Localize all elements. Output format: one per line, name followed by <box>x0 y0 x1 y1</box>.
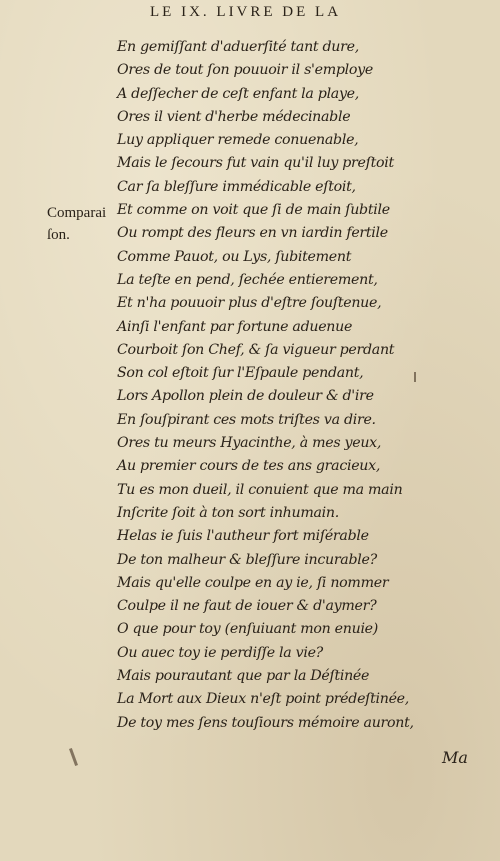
verse-line: Mais pourautant que par la Déſtinée <box>117 668 370 685</box>
catchword: Ma <box>442 748 468 767</box>
verse-line: Ores de tout ſon pouuoir il s'employe <box>117 62 373 79</box>
verse-line: Au premier cours de tes ans gracieux, <box>117 458 381 475</box>
verse-line: Lors Apollon plein de douleur & d'ire <box>117 388 374 405</box>
verse-line: Ainſi l'enfant par fortune aduenue <box>117 318 353 335</box>
verse-line: De ton malheur & bleſſure incurable? <box>117 551 377 568</box>
verse-line: A deſſecher de ceſt enfant la playe, <box>117 85 359 102</box>
verse-line: Et comme on voit que ſi de main ſubtile <box>117 202 390 219</box>
verse-line: Courboit ſon Chef, & ſa vigueur perdant <box>117 341 395 358</box>
verse-line: La Mort aux Dieux n'eſt point prédeſtinée, <box>117 691 409 708</box>
verse-line: Son col eſtoit ſur l'Eſpaule pendant, <box>117 365 364 382</box>
running-header-text: LE IX. LIVRE DE LA <box>150 4 342 20</box>
margin-note <box>47 202 107 246</box>
verse-line: Mais le ſecours fut vain qu'il luy preſtoit <box>117 155 394 172</box>
verse-line: Ou auec toy ie perdiſſe la vie? <box>117 644 323 661</box>
verse-line: Car ſa bleſſure immédicable eſtoit, <box>117 178 356 195</box>
verse-line: Ores tu meurs Hyacinthe, à mes yeux, <box>117 435 382 452</box>
verse-line: Ores il vient d'herbe médecinable <box>117 108 351 125</box>
verse-line: Inſcrite ſoit à ton sort inhumain. <box>117 504 339 521</box>
verse-line: En gemiſſant d'aduerſité tant dure, <box>117 39 359 55</box>
margin-note-line: Comparai <box>47 205 107 221</box>
verse-line: O que pour toy (enſuiuant mon enuie) <box>117 621 379 638</box>
verse-line: Mais qu'elle coulpe en ay ie, ſi nommer <box>117 574 389 591</box>
ink-mark <box>69 748 78 766</box>
running-header <box>150 4 490 21</box>
verse-line: De toy mes ſens touſiours mémoire auront, <box>117 714 414 731</box>
verse-line: Coulpe il ne faut de iouer & d'aymer? <box>117 598 377 615</box>
verse-line: Helas ie ſuis l'autheur fort miſérable <box>117 528 369 545</box>
ink-mark <box>414 372 416 382</box>
verse-line: La teſte en pend, ſechée entierement, <box>117 271 378 288</box>
verse-line: Comme Pauot, ou Lys, ſubitement <box>117 248 352 265</box>
margin-note-line: ſon. <box>47 227 70 243</box>
verse-line: Tu es mon dueil, il conuient que ma main <box>117 481 403 498</box>
verse-line: Et n'ha pouuoir plus d'eſtre ſouſtenue, <box>117 295 382 312</box>
verse-block <box>117 36 487 735</box>
verse-line: Luy appliquer remede conuenable, <box>117 132 359 149</box>
verse-line: Ou rompt des fleurs en vn iardin fertile <box>117 225 388 242</box>
verse-line: En ſouſpirant ces mots triſtes va dire. <box>117 411 376 428</box>
